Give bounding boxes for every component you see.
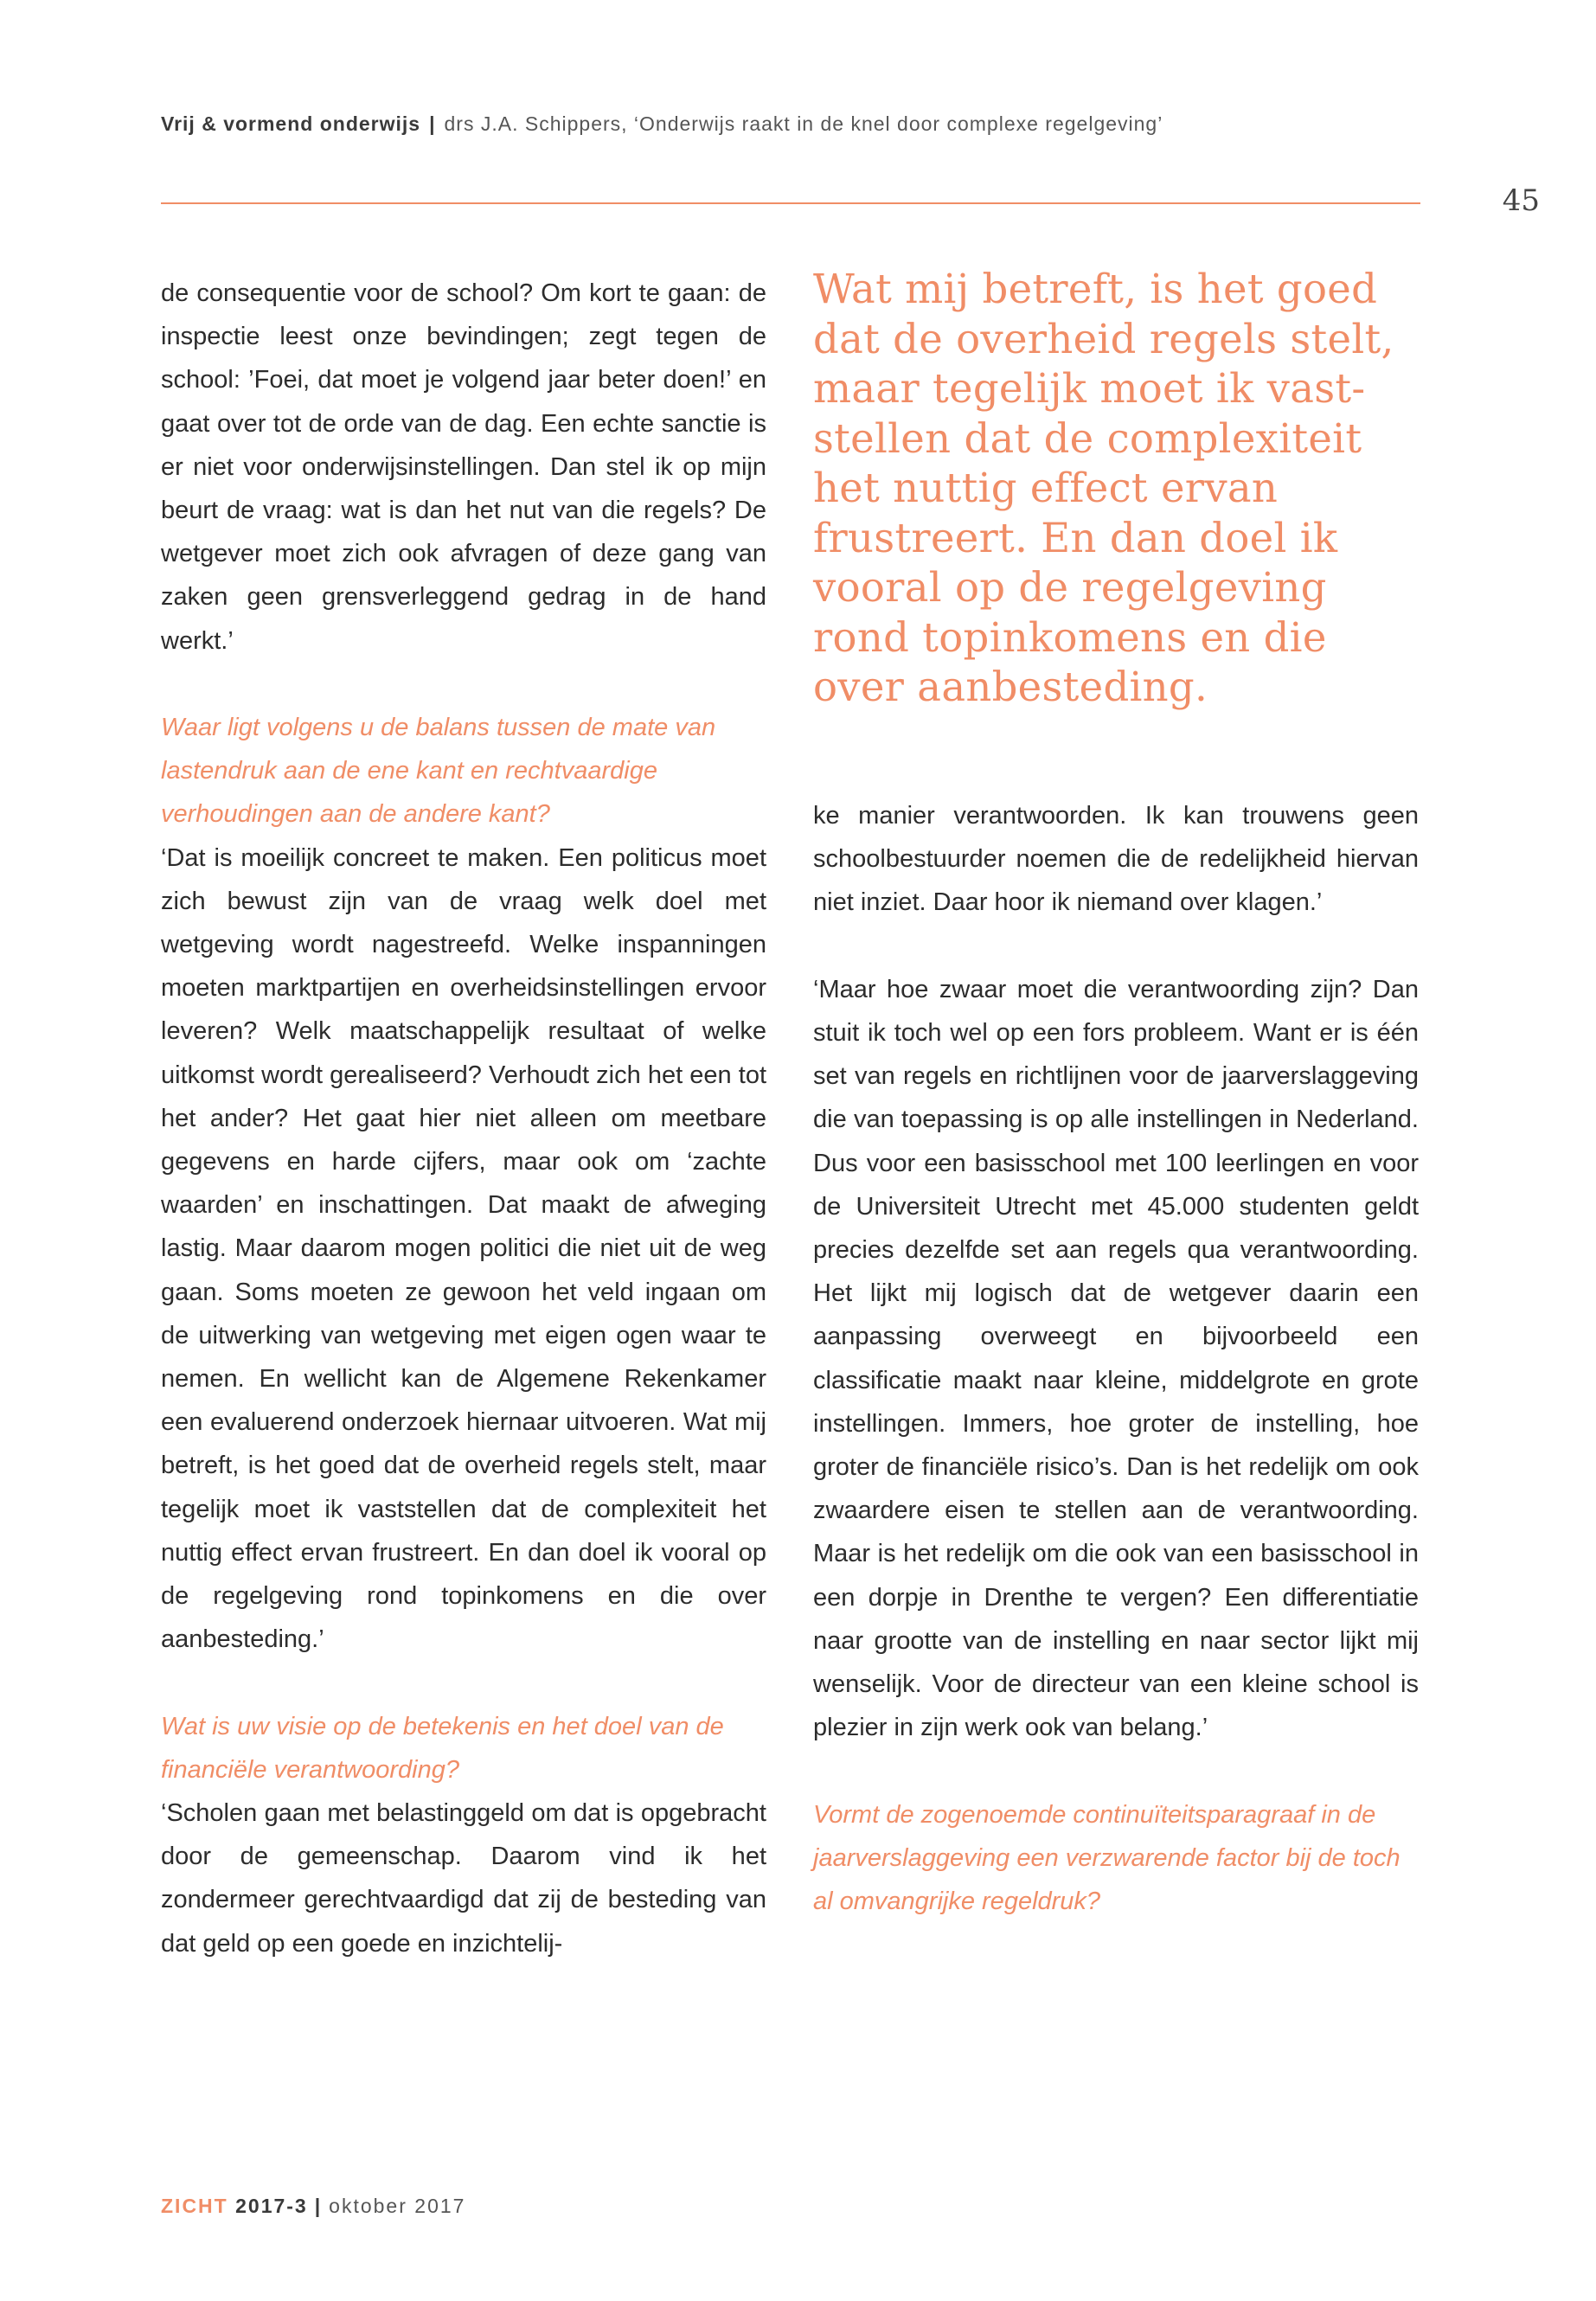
header-article-title: drs J.A. Schippers, ‘Onderwijs raakt in de knel door complexe regelgeving’: [444, 112, 1163, 135]
pull-quote-line: Wat mij betreft, is het goed: [813, 266, 1378, 312]
body-paragraph: ‘Scholen gaan met belastinggeld om dat is opgebracht door de gemeenschap. Daarom vind ik het zondermeer gerechtvaardigd dat zij de besteding van dat geld op een goede en inzichtelij-: [161, 1799, 766, 1958]
footer-date: oktober 2017: [329, 2195, 466, 2217]
left-column: [161, 272, 766, 1965]
pull-quote-line: stellen dat de complexiteit: [813, 414, 1362, 462]
pull-quote-line: frustreert. En dan doel ik: [813, 514, 1338, 561]
pull-quote-line: dat de overheid regels stelt,: [813, 315, 1394, 362]
body-paragraph: ‘Dat is moeilijk concreet te maken. Een politicus moet zich bewust zijn van de vraag welk doel met wetgeving wordt nagestreefd. Welke inspanningen moeten marktpartijen en overheidsinstellingen ervoor leveren? Welk maatschappelijk resultaat of welke uitkomst wordt gerealiseerd? Verhoudt zich het een tot het ander? Het gaat hier niet alleen om meetbare gegevens en harde cijfers, maar ook om ‘zachte waarden’ en inschattingen. Dat maakt de afweging lastig. Maar daarom mogen politici die niet uit de weg gaan. Soms moeten ze gewoon het veld ingaan om de uitwerking van wetgeving met eigen ogen waar te nemen. En wellicht kan de Algemene Rekenkamer een evaluerend onderzoek hiernaar uitvoeren. Wat mij betreft, is het goed dat de overheid regels stelt, maar tegelijk moet ik vaststellen dat de complexiteit het nuttig effect ervan frustreert. En dan doel ik vooral op de regelgeving rond topinkomens en die over aanbesteding.’: [161, 843, 766, 1654]
body-paragraph: ke manier verantwoorden. Ik kan trouwens geen schoolbestuurder noemen die de redelijkheid hiervan niet inziet. Daar hoor ik niemand over klagen.’: [813, 802, 1419, 917]
page-footer: [161, 2195, 465, 2218]
body-paragraph: de consequentie voor de school? Om kort te gaan: de inspectie leest onze bevindingen; zegt tegen de school: ’Foei, dat moet je volgend jaar beter doen!’ en gaat over tot de orde van de dag. Een echte sanctie is er niet voor onderwijsinstellingen. Dan stel ik op mijn beurt de vraag: wat is dan het nut van die regels? De wetgever moet zich ook afvragen of deze gang van zaken geen grensverleggend gedrag in de hand werkt.’: [161, 279, 766, 655]
pull-quote-line: het nuttig effect ervan: [813, 465, 1279, 511]
footer-brand: ZICHT: [161, 2195, 228, 2217]
footer-issue: 2017-3: [235, 2195, 308, 2217]
pull-quote: [813, 265, 1436, 713]
header-section: Vrij & vormend onderwijs: [161, 112, 421, 135]
interview-question: Wat is uw visie op de betekenis en het doel van de financiële verantwoording?: [161, 1712, 724, 1784]
header-separator: |: [429, 112, 436, 135]
page-number: 45: [1502, 183, 1540, 218]
running-header: [161, 112, 1424, 136]
paragraph-gap: [161, 663, 766, 706]
footer-separator: |: [314, 2195, 323, 2217]
interview-question: Vormt de zogenoemde continuïteitsparagraaf in de jaarverslaggeving een verzwarende factor bij de toch al omvangrijke regeldruk?: [813, 1800, 1401, 1916]
paragraph-gap: [813, 1749, 1419, 1792]
body-paragraph: ‘Maar hoe zwaar moet die verantwoording zijn? Dan stuit ik toch wel op een fors probleem. Want er is één set van regels en richtlijnen voor de jaarverslaggeving die van toepassing is op alle instellingen in Nederland. Dus voor een basisschool met 100 leerlingen en voor de Universiteit Utrecht met 45.000 studenten geldt precies dezelfde set aan regels qua verantwoording. Het lijkt mij logisch dat de wetgever daarin een aanpassing overweegt en bijvoorbeeld een classificatie maakt naar kleine, middelgrote en grote instellingen. Immers, hoe groter de instelling, hoe groter de financiële risico’s. Dan is het redelijk om ook zwaardere eisen te stellen aan de verantwoording. Maar is het redelijk om die ook van een basisschool in een dorpje in Drenthe te vergen? Een differentiatie naar grootte van de instelling en naar sector lijkt mij wenselijk. Voor de directeur van een kleine school is plezier in zijn werk ook van belang.’: [813, 975, 1419, 1742]
header-rule: [161, 202, 1420, 204]
pull-quote-line: maar tegelijk moet ik vast-: [813, 365, 1366, 412]
paragraph-gap: [813, 925, 1419, 968]
pull-quote-line: rond topinkomens en die: [813, 613, 1327, 661]
pull-quote-line: vooral op de regelgeving: [813, 564, 1327, 611]
paragraph-gap: [161, 1661, 766, 1704]
pull-quote-line: over aanbesteding.: [813, 663, 1208, 710]
interview-question: Waar ligt volgens u de balans tussen de mate van lastendruk aan de ene kant en rechtvaardige verhoudingen aan de andere kant?: [161, 714, 716, 829]
right-column: [813, 794, 1419, 1923]
